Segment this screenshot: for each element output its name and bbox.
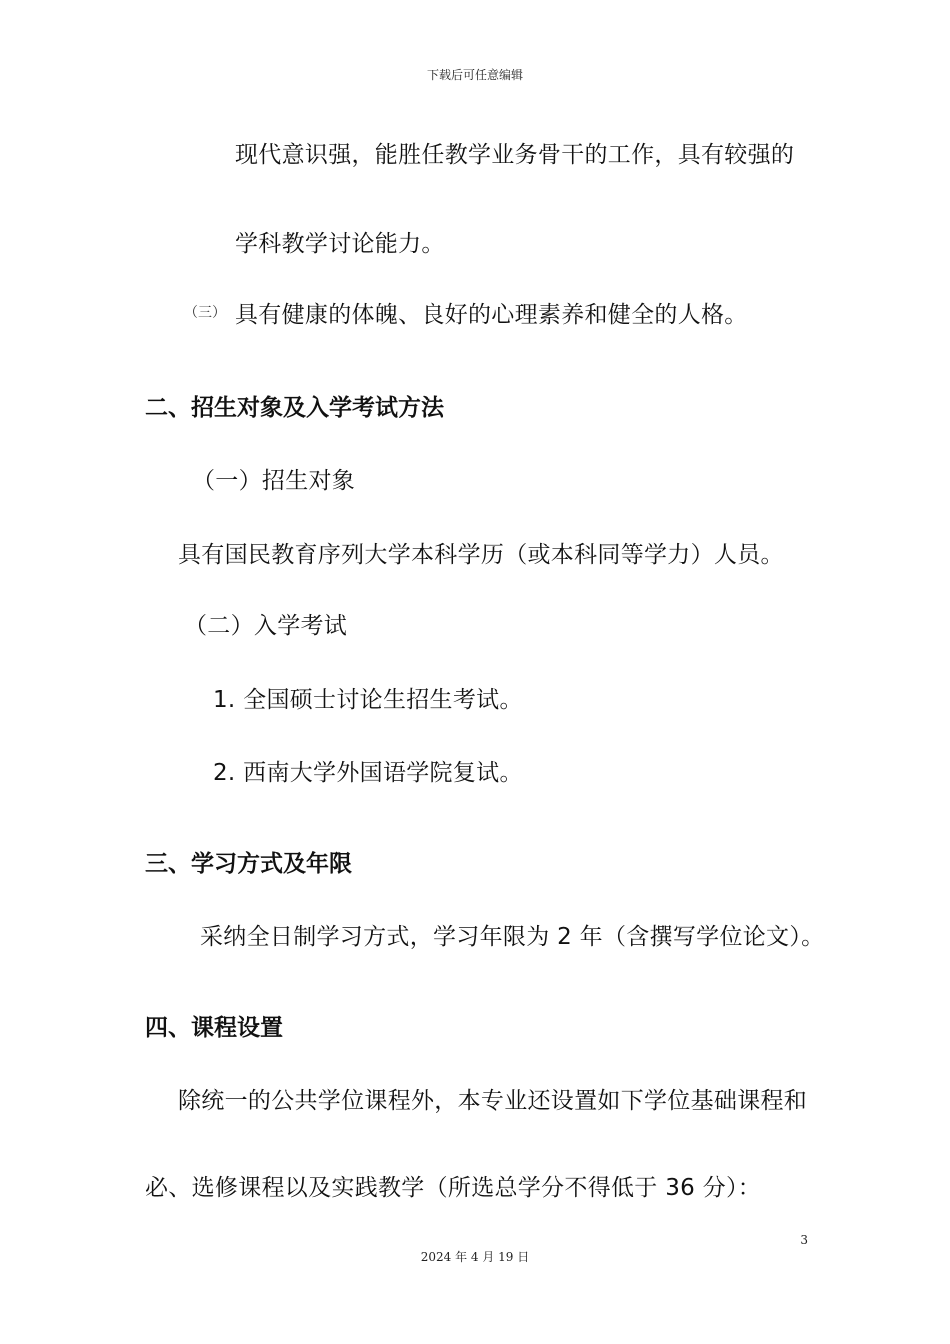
paragraph-line: 学科教学讨论能力。: [235, 231, 445, 257]
paragraph-line: 具有健康的体魄、良好的心理素养和健全的人格。: [235, 302, 748, 328]
paragraph-line: 必、选修课程以及实践教学（所选总学分不得低于 36 分）：: [145, 1175, 762, 1201]
list-marker: （三）: [184, 305, 226, 321]
page-header: 下载后可任意编辑: [426, 68, 523, 82]
paragraph-line: 除统一的公共学位课程外，本专业还设置如下学位基础课程和: [178, 1088, 808, 1114]
section-heading: 二、招生对象及入学考试方法: [145, 395, 444, 421]
subsection-heading: （二）入学考试: [184, 613, 348, 639]
list-item: 2. 西南大学外国语学院复试。: [213, 760, 523, 786]
section-heading: 四、课程设置: [145, 1015, 283, 1041]
page-number: 3: [800, 1233, 808, 1247]
paragraph-line: 采纳全日制学习方式，学习年限为 2 年（含撰写学位论文）。: [200, 924, 825, 950]
paragraph-line: 现代意识强，能胜任教学业务骨干的工作，具有较强的: [235, 142, 795, 168]
list-item: 1. 全国硕士讨论生招生考试。: [213, 687, 523, 713]
section-heading: 三、学习方式及年限: [145, 851, 352, 877]
footer-date: 2024 年 4 月 19 日: [420, 1250, 530, 1264]
paragraph-line: 具有国民教育序列大学本科学历（或本科同等学力）人员。: [178, 542, 784, 568]
subsection-heading: （一）招生对象: [192, 468, 356, 494]
